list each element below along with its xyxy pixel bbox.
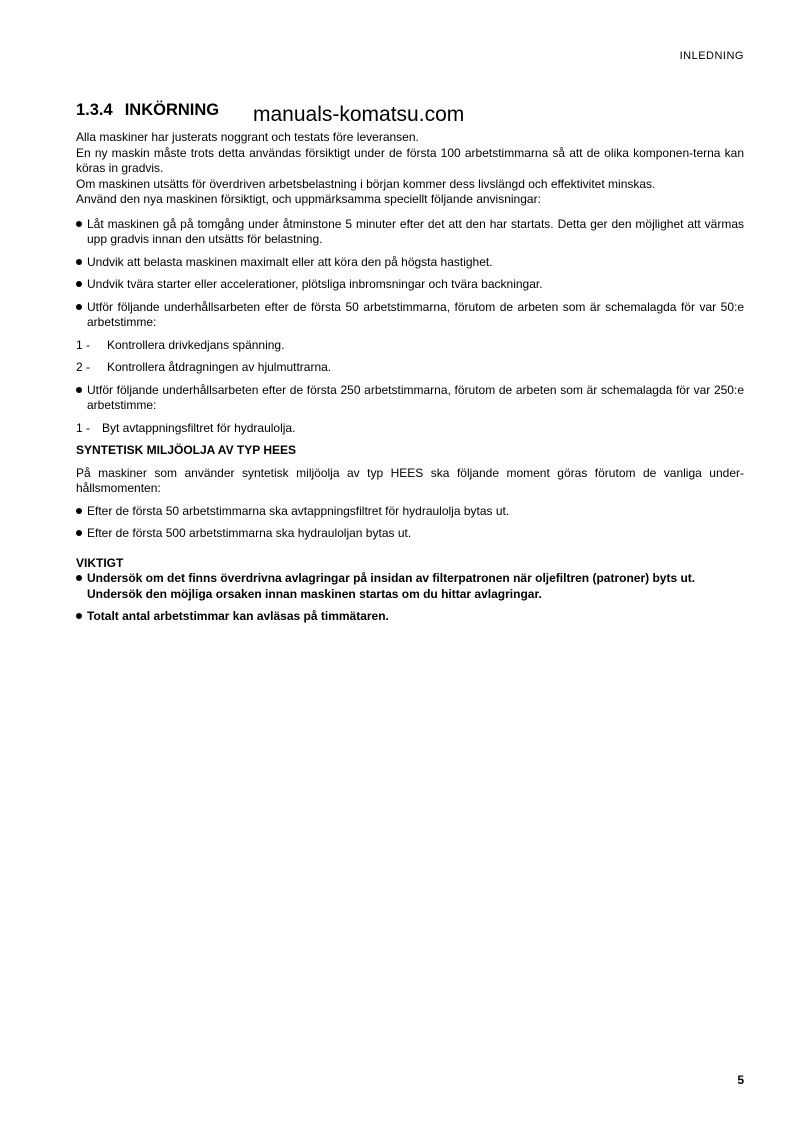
intro-line-3: Om maskinen utsätts för överdriven arbetsbelastning i början kommer dess livslängd och effektivitet minskas. [76, 176, 656, 191]
section-title [76, 103, 219, 119]
numbered-step [76, 360, 744, 376]
section-number: 1.3.4 [76, 101, 113, 119]
bullet-item [76, 217, 744, 248]
bullet-text: Undvik tvära starter eller accelerationer, plötsliga inbromsningar och tvära backningar. [87, 277, 543, 291]
bullet-text: Efter de första 50 arbetstimmarna ska avtappningsfiltret för hydraulolja bytas ut. [87, 503, 510, 518]
bullet-item [76, 255, 744, 271]
bullet-text: Efter de första 500 arbetstimmarna ska hydrauloljan bytas ut. [87, 526, 412, 540]
bullet-item [76, 504, 744, 520]
numbered-step [76, 338, 744, 354]
page-content [76, 100, 744, 625]
bullet-dot-icon [76, 613, 82, 619]
bullet-text: Undvik att belasta maskinen maximalt eller att köra den på högsta hastighet. [87, 254, 493, 269]
running-header: INLEDNING [679, 50, 744, 62]
numbered-step [76, 421, 744, 437]
bullet-text: Utför följande underhållsarbeten efter de första 50 arbetstimmarna, förutom de arbeten som är schemalagda för var 50:e arbetstimme: [87, 299, 744, 329]
step-text: Kontrollera drivkedjans spänning. [107, 337, 285, 352]
bullet-text: Låt maskinen gå på tomgång under åtminstone 5 minuter efter det att den har startats. Detta ger den möjlighet att värmas upp gradvis innan den utsätts för belastning. [87, 216, 744, 246]
bullet-dot-icon [76, 281, 82, 287]
step-number: 1 - [76, 337, 91, 352]
step-text: Byt avtappningsfiltret för hydraulolja. [102, 420, 296, 435]
intro-line-2: En ny maskin måste trots detta användas försiktigt under de första 100 arbetstimmarna så att de olika komponen-terna kan köras in gradvis. [76, 145, 744, 175]
step-number: 2 - [76, 360, 91, 374]
hees-heading: SYNTETISK MILJÖOLJA AV TYP HEES [76, 443, 297, 457]
bullet-dot-icon [76, 221, 82, 227]
bullet-item [76, 300, 744, 331]
bullet-dot-icon [76, 259, 82, 265]
bullet-item [76, 383, 744, 414]
section-heading [76, 100, 744, 130]
important-text-3: Totalt antal arbetstimmar kan avläsas på timmätaren. [87, 609, 389, 623]
important-heading: VIKTIGT [76, 555, 124, 570]
important-bullet [76, 609, 744, 625]
bullet-dot-icon [76, 508, 82, 514]
important-text-1: Undersök om det finns överdrivna avlagringar på insidan av filterpatronen när oljefiltren (patroner) byts ut. [87, 571, 696, 585]
bullet-item [76, 277, 744, 293]
bullet-text: Utför följande underhållsarbeten efter de första 250 arbetstimmarna, förutom de arbeten som är schemalagda för var 250:e arbetstimme: [87, 382, 744, 412]
page-number: 5 [737, 1073, 744, 1087]
step-number: 1 - [76, 420, 91, 435]
important-text-2: Undersök den möjliga orsaken innan maskinen startas om du hittar avlagringar. [87, 586, 542, 601]
bullet-dot-icon [76, 387, 82, 393]
intro-line-4: Använd den nya maskinen försiktigt, och uppmärksamma speciellt följande anvisningar: [76, 192, 541, 206]
watermark-text: manuals-komatsu.com [253, 103, 465, 126]
bullet-dot-icon [76, 304, 82, 310]
section-title-text: INKÖRNING [124, 101, 220, 119]
important-bullet [76, 571, 744, 602]
intro-line-1: Alla maskiner har justerats noggrant och testats före leveransen. [76, 130, 419, 144]
hees-intro: På maskiner som använder syntetisk miljöolja av typ HEES ska följande moment göras förutom de vanliga under-hållsmomenten: [76, 465, 744, 495]
step-text: Kontrollera åtdragningen av hjulmuttrarna. [107, 360, 332, 374]
bullet-item [76, 526, 744, 542]
bullet-dot-icon [76, 575, 82, 581]
bullet-dot-icon [76, 530, 82, 536]
